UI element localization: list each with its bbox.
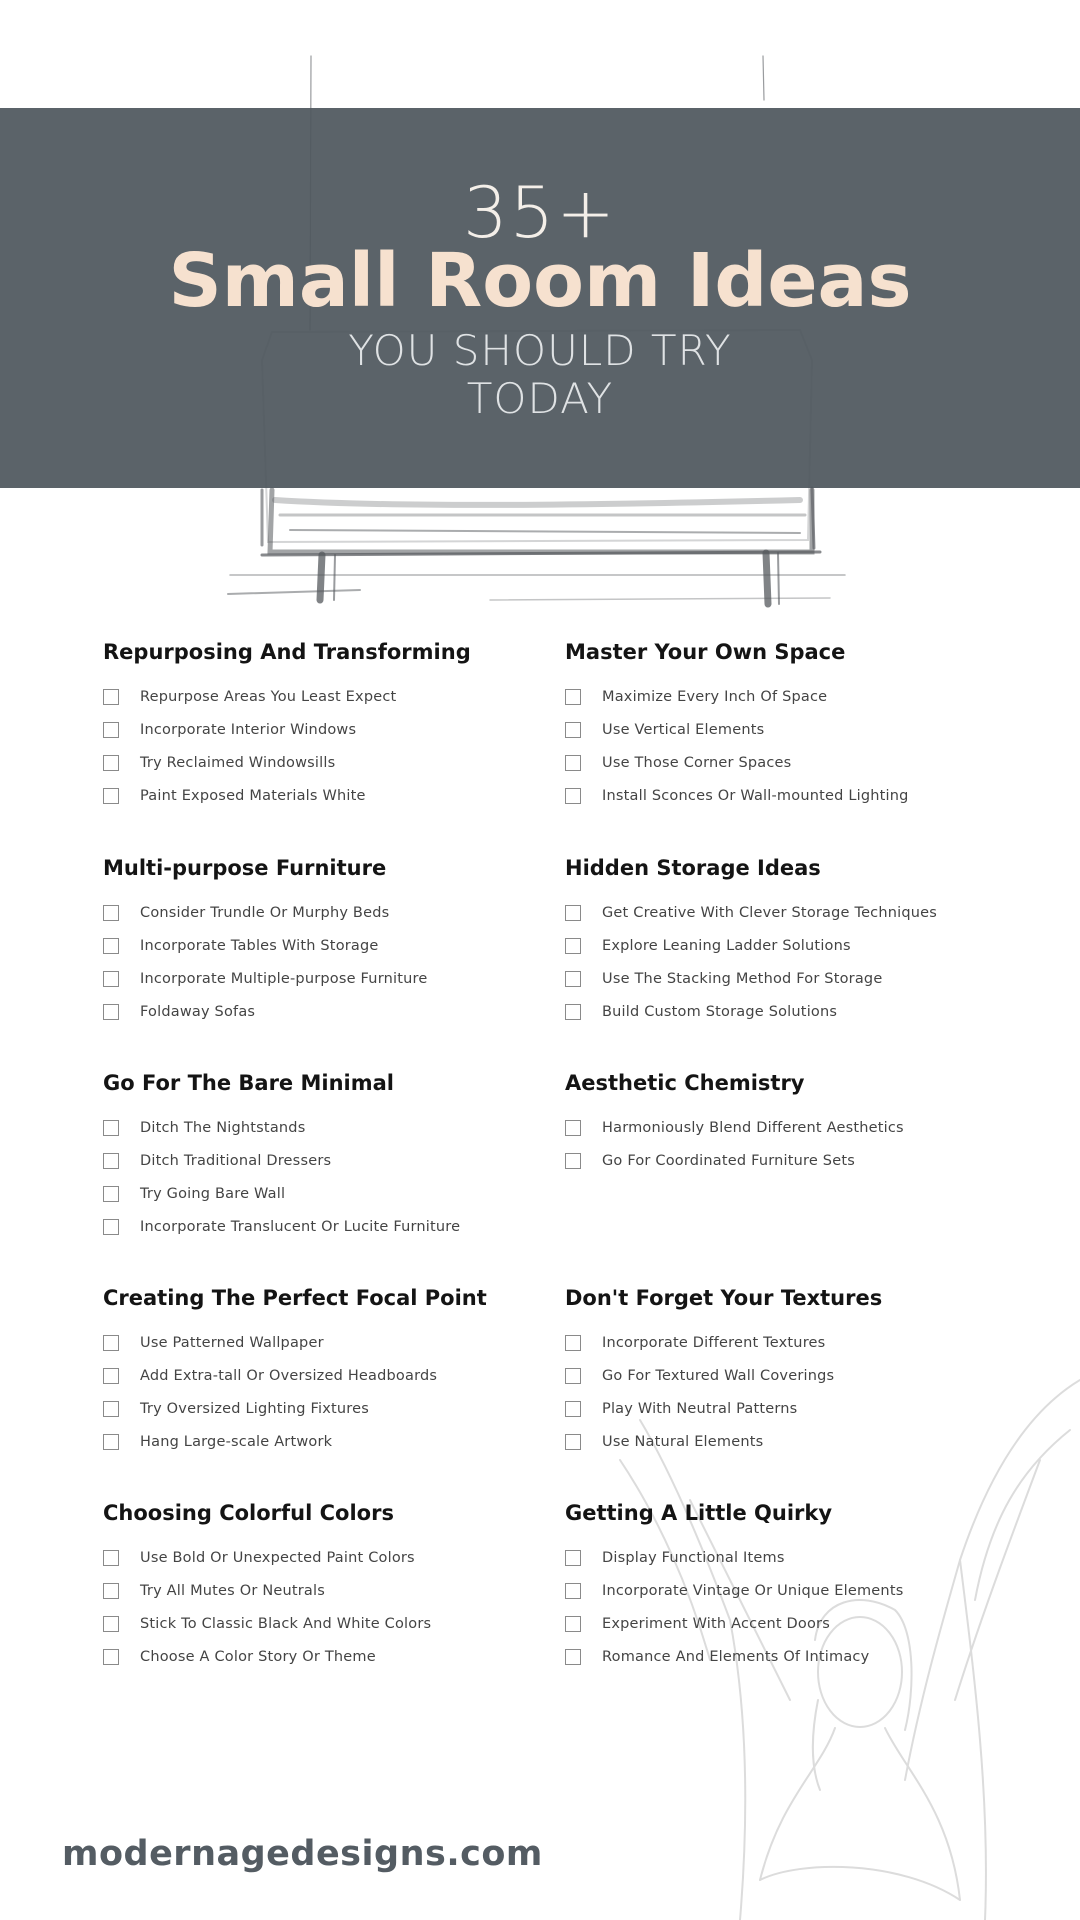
checkbox[interactable] [103,905,119,921]
checkbox[interactable] [565,1649,581,1665]
item-label: Incorporate Interior Windows [140,721,357,738]
item-label: Incorporate Multiple-purpose Furniture [140,970,428,987]
checklist-item[interactable] [103,1326,543,1359]
checklist-item[interactable] [565,1359,1005,1392]
item-label: Consider Trundle Or Murphy Beds [140,904,390,921]
checklist-item[interactable] [565,929,1005,962]
checklist-item[interactable] [103,1392,543,1425]
item-label: Repurpose Areas You Least Expect [140,688,397,705]
section-aesthetic [565,1069,1005,1177]
section-textures [565,1284,1005,1458]
checkbox[interactable] [103,1616,119,1632]
checklist-item[interactable] [103,713,543,746]
checkbox[interactable] [565,755,581,771]
page-title: Small Room Ideas [168,238,912,324]
checkbox[interactable] [103,1004,119,1020]
checkbox[interactable] [103,788,119,804]
checklist-item[interactable] [565,1541,1005,1574]
checklist-item[interactable] [565,1574,1005,1607]
section-title: Choosing Colorful Colors [103,1501,394,1525]
section-title: Hidden Storage Ideas [565,856,821,880]
checklist-item[interactable] [103,746,543,779]
section-title: Don't Forget Your Textures [565,1286,883,1310]
item-label: Use Those Corner Spaces [602,754,792,771]
item-label: Use The Stacking Method For Storage [602,970,883,987]
item-label: Go For Textured Wall Coverings [602,1367,835,1384]
checkbox[interactable] [103,1153,119,1169]
item-label: Experiment With Accent Doors [602,1615,830,1632]
checklist-item[interactable] [103,1541,543,1574]
item-label: Use Vertical Elements [602,721,765,738]
checklist-item[interactable] [565,1326,1005,1359]
checklist-item[interactable] [103,896,543,929]
item-label: Maximize Every Inch Of Space [602,688,828,705]
checkbox[interactable] [103,1649,119,1665]
hero-subtitle-line2: TODAY [466,374,614,423]
checklist-item[interactable] [565,896,1005,929]
item-label: Use Natural Elements [602,1433,764,1450]
checkbox[interactable] [565,1004,581,1020]
item-label: Stick To Classic Black And White Colors [140,1615,432,1632]
section-title: Repurposing And Transforming [103,640,471,664]
checkbox[interactable] [565,938,581,954]
checkbox[interactable] [565,1120,581,1136]
item-label: Foldaway Sofas [140,1003,256,1020]
checklist-item[interactable] [103,1607,543,1640]
checkbox[interactable] [565,971,581,987]
checklist-item[interactable] [103,1640,543,1673]
section-multipurpose [103,854,543,1028]
checkbox[interactable] [565,905,581,921]
item-label: Try All Mutes Or Neutrals [140,1582,325,1599]
item-label: Display Functional Items [602,1549,785,1566]
item-label: Ditch Traditional Dressers [140,1152,332,1169]
item-label: Try Oversized Lighting Fixtures [140,1400,369,1417]
checklist-item[interactable] [103,680,543,713]
section-quirky [565,1499,1005,1673]
checklist-item[interactable] [103,1359,543,1392]
section-title: Getting A Little Quirky [565,1501,833,1525]
item-label: Harmoniously Blend Different Aesthetics [602,1119,904,1136]
checklist-item[interactable] [103,779,543,812]
checklist-item[interactable] [565,995,1005,1028]
checkbox[interactable] [565,1335,581,1351]
checklist-item[interactable] [565,713,1005,746]
checklist-item[interactable] [103,1177,543,1210]
checklist-item[interactable] [565,680,1005,713]
checklist-item[interactable] [103,1144,543,1177]
item-label: Use Patterned Wallpaper [140,1334,324,1351]
checkbox[interactable] [103,689,119,705]
item-label: Use Bold Or Unexpected Paint Colors [140,1549,415,1566]
item-label: Incorporate Vintage Or Unique Elements [602,1582,904,1599]
checklist-item[interactable] [103,1574,543,1607]
checkbox[interactable] [103,1368,119,1384]
section-title: Aesthetic Chemistry [565,1071,805,1095]
checklist-item[interactable] [565,1425,1005,1458]
checkbox[interactable] [565,1434,581,1450]
checkbox[interactable] [565,1583,581,1599]
checklist-item[interactable] [103,1425,543,1458]
checklist-item[interactable] [565,1111,1005,1144]
item-label: Explore Leaning Ladder Solutions [602,937,851,954]
checkbox[interactable] [103,1583,119,1599]
item-label: Hang Large-scale Artwork [140,1433,333,1450]
item-label: Go For Coordinated Furniture Sets [602,1152,855,1169]
item-label: Ditch The Nightstands [140,1119,306,1136]
checkbox[interactable] [103,1434,119,1450]
item-label: Paint Exposed Materials White [140,787,366,804]
section-master-space [565,638,1005,812]
checkbox[interactable] [565,1550,581,1566]
hero-subtitle-line1: YOU SHOULD TRY [348,326,732,375]
section-repurposing [103,638,543,812]
checkbox[interactable] [103,1186,119,1202]
item-label: Incorporate Tables With Storage [140,937,379,954]
section-hidden-storage [565,854,1005,1028]
checklist-item[interactable] [565,962,1005,995]
checkbox[interactable] [565,722,581,738]
item-label: Build Custom Storage Solutions [602,1003,838,1020]
item-label: Play With Neutral Patterns [602,1400,798,1417]
section-colors [103,1499,543,1673]
section-bare-minimal [103,1069,543,1243]
checkbox[interactable] [565,1616,581,1632]
item-label: Choose A Color Story Or Theme [140,1648,376,1665]
checklist-item[interactable] [565,1392,1005,1425]
checklist-item[interactable] [565,746,1005,779]
checkbox[interactable] [103,722,119,738]
item-label: Incorporate Different Textures [602,1334,826,1351]
item-label: Incorporate Translucent Or Lucite Furniture [140,1218,461,1235]
checklist-item[interactable] [103,1210,543,1243]
checkbox[interactable] [103,1120,119,1136]
checklist-item[interactable] [103,1111,543,1144]
item-label: Romance And Elements Of Intimacy [602,1648,870,1665]
hero-count: 35+ [463,172,617,254]
item-label: Install Sconces Or Wall-mounted Lighting [602,787,909,804]
checkbox[interactable] [103,755,119,771]
section-title: Creating The Perfect Focal Point [103,1286,487,1310]
checkbox[interactable] [103,1550,119,1566]
checklist-item[interactable] [103,929,543,962]
checkbox[interactable] [103,1401,119,1417]
checkbox[interactable] [103,971,119,987]
checkbox[interactable] [565,788,581,804]
item-label: Try Reclaimed Windowsills [140,754,336,771]
section-title: Go For The Bare Minimal [103,1071,394,1095]
section-title: Multi-purpose Furniture [103,856,387,880]
checklist-item[interactable] [103,995,543,1028]
checkbox[interactable] [103,1219,119,1235]
item-label: Add Extra-tall Or Oversized Headboards [140,1367,438,1384]
checkbox[interactable] [565,1153,581,1169]
checklist-item[interactable] [103,962,543,995]
checkbox[interactable] [565,689,581,705]
checkbox[interactable] [565,1401,581,1417]
section-focal-point [103,1284,543,1458]
checklist-item[interactable] [565,1640,1005,1673]
site-brand[interactable]: modernagedesigns.com [62,1834,543,1874]
checklist-item[interactable] [565,1144,1005,1177]
checkbox[interactable] [565,1368,581,1384]
item-label: Get Creative With Clever Storage Techniques [602,904,938,921]
checklist-item[interactable] [565,779,1005,812]
section-title: Master Your Own Space [565,640,846,664]
item-label: Try Going Bare Wall [140,1185,286,1202]
checkbox[interactable] [103,1335,119,1351]
checkbox[interactable] [103,938,119,954]
checklist-item[interactable] [565,1607,1005,1640]
